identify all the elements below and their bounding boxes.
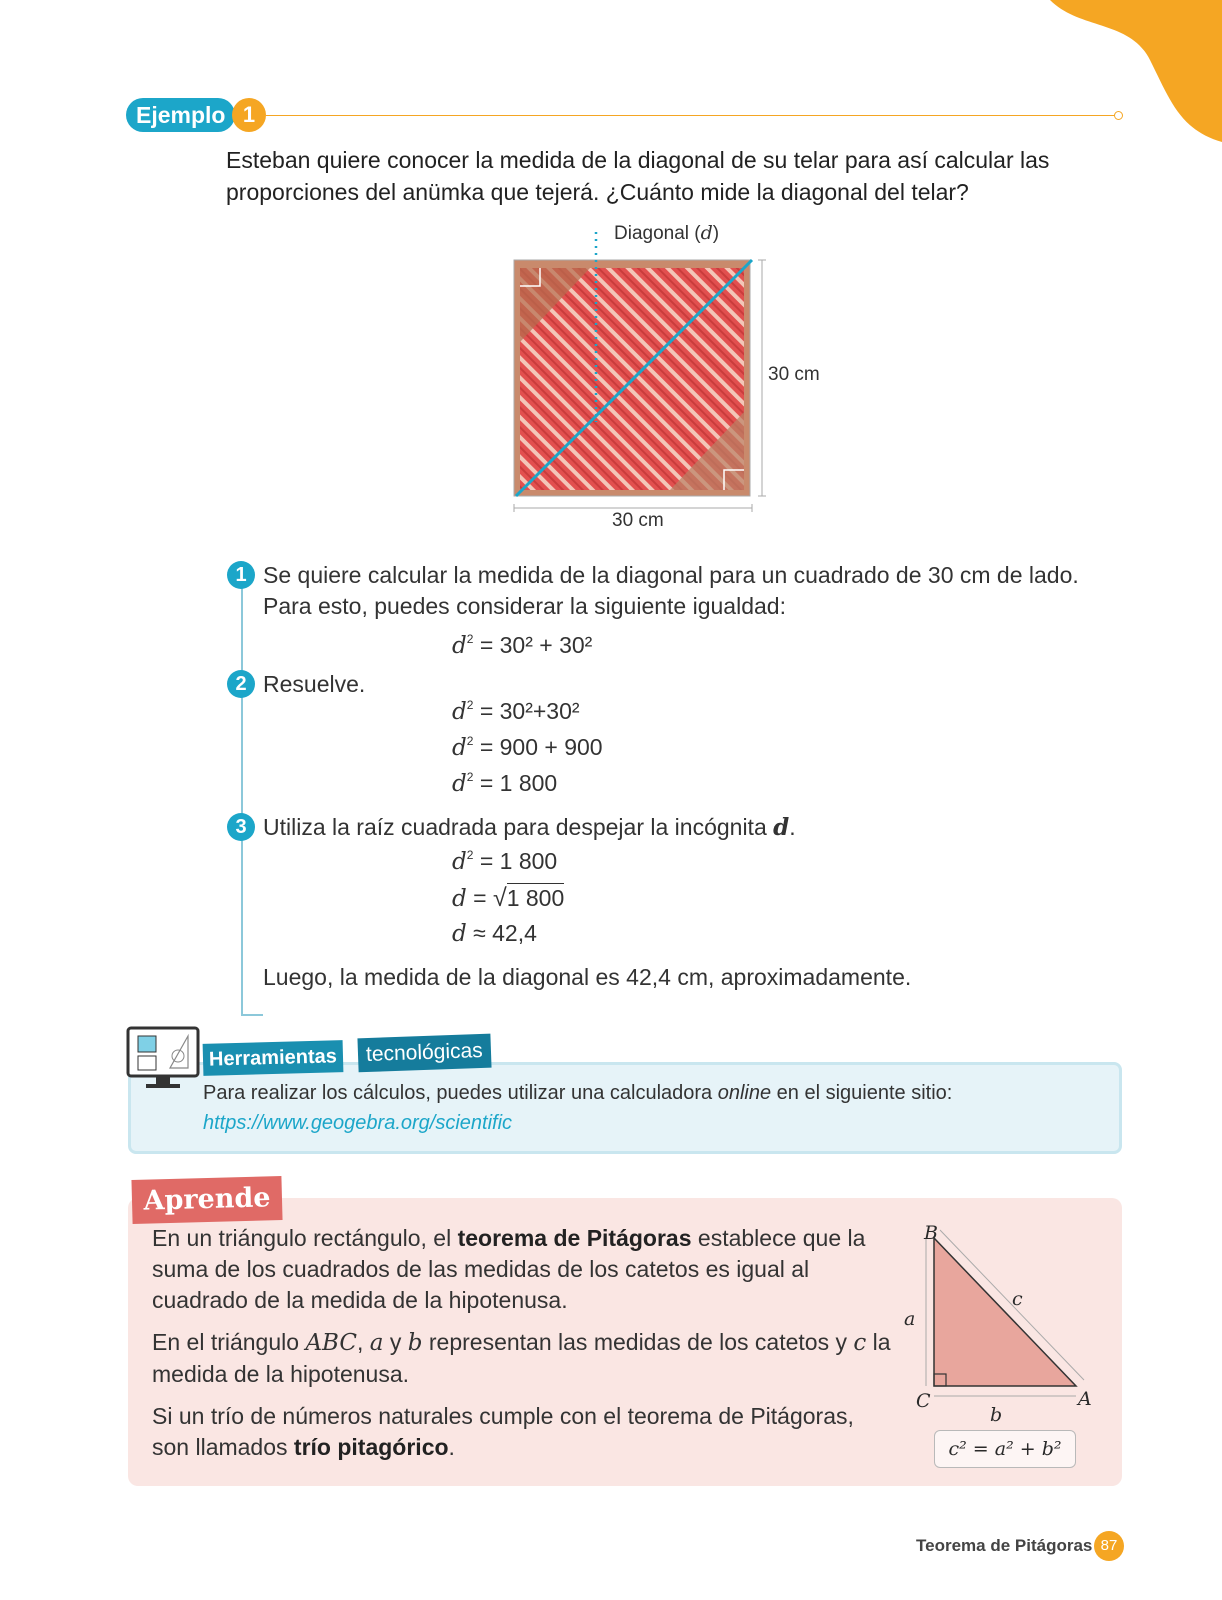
side-b-label: b	[990, 1404, 1003, 1426]
conclusion-text: Luego, la medida de la diagonal es 42,4 cm, aproximadamente.	[263, 964, 912, 990]
page-number: 87	[1094, 1531, 1124, 1561]
side-c-label: c	[1012, 1288, 1023, 1310]
problem-statement: Esteban quiere conocer la medida de la diagonal de su telar para así calcular las proporciones del anümka que tejerá. ¿Cuánto mide la diagonal del telar?	[226, 147, 1050, 205]
step-1-text-2: Para esto, puedes considerar la siguiente igualdad:	[263, 593, 786, 619]
tools-text: Para realizar los cálculos, puedes utilizar una calculadora online en el siguiente sitio:	[203, 1082, 953, 1104]
equation-step2-3: $d^2 = 1$ 800	[452, 770, 558, 797]
geogebra-link[interactable]: https://www.geogebra.org/scientific	[203, 1112, 513, 1134]
example-badge: Ejemplo	[126, 98, 235, 132]
side-length-right: 30 cm	[768, 364, 820, 385]
pythagoras-formula: c² = a² + b²	[934, 1430, 1076, 1468]
vertex-A: A	[1078, 1388, 1092, 1410]
corner-decoration	[1020, 0, 1222, 150]
steps-connector-foot	[241, 1014, 263, 1016]
vertex-C: C	[916, 1390, 931, 1412]
sqrt-symbol: √	[492, 884, 507, 912]
aprende-paragraph-3: Si un trío de números naturales cumple con el teorema de Pitágoras, son llamados trío pitagórico.	[152, 1403, 854, 1460]
aprende-paragraph-2: En el triángulo ABC, a y b representan las medidas de los catetos y c la medida de la hipotenusa.	[152, 1329, 891, 1387]
footer-title: Teorema de Pitágoras	[916, 1536, 1093, 1555]
loom-figure	[500, 222, 860, 552]
step-1-text: Se quiere calcular la medida de la diagonal para un cuadrado de 30 cm de lado.	[263, 562, 1079, 588]
tools-title-primary: Herramientas	[203, 1040, 344, 1076]
steps-connector	[241, 586, 243, 1016]
step-3-text: Utiliza la raíz cuadrada para despejar la incógnita d.	[263, 814, 796, 841]
side-length-bottom: 30 cm	[612, 510, 664, 531]
tools-box	[128, 1062, 1122, 1154]
equation-initial: $d^2 = 30^2 + 30^2$	[452, 632, 593, 659]
equation-step2-1: $d^2 = 30^2+30^2$	[452, 698, 580, 725]
header-rule-end	[1114, 111, 1123, 120]
tools-title-secondary: tecnológicas	[357, 1034, 491, 1073]
header-rule	[266, 115, 1120, 116]
step-3-number: 3	[227, 813, 255, 841]
monitor-icon	[126, 1026, 202, 1092]
vertex-B: B	[924, 1222, 938, 1244]
equation-step3-2: d = √1 800	[452, 884, 565, 912]
diagonal-label: Diagonal (d)	[614, 222, 720, 244]
equation-step2-2: $d^2 = 900 + 900$	[452, 734, 603, 761]
example-number-badge: 1	[232, 98, 266, 132]
side-a-label: a	[904, 1308, 916, 1330]
loom-illustration	[500, 222, 860, 552]
step-1-number: 1	[227, 561, 255, 589]
equation-step3-3: d ≈ 42,4	[452, 920, 537, 947]
aprende-paragraph-1: En un triángulo rectángulo, el teorema de Pitágoras establece que la suma de los cuadrados de las medidas de los catetos es igual al cuadrado de la medida de la hipotenusa.	[152, 1225, 866, 1313]
equation-step3-1: $d^2 = 1$ 800	[452, 848, 558, 875]
aprende-tag: Aprende	[131, 1176, 282, 1224]
step-2-number: 2	[227, 670, 255, 698]
step-2-text: Resuelve.	[263, 671, 366, 697]
